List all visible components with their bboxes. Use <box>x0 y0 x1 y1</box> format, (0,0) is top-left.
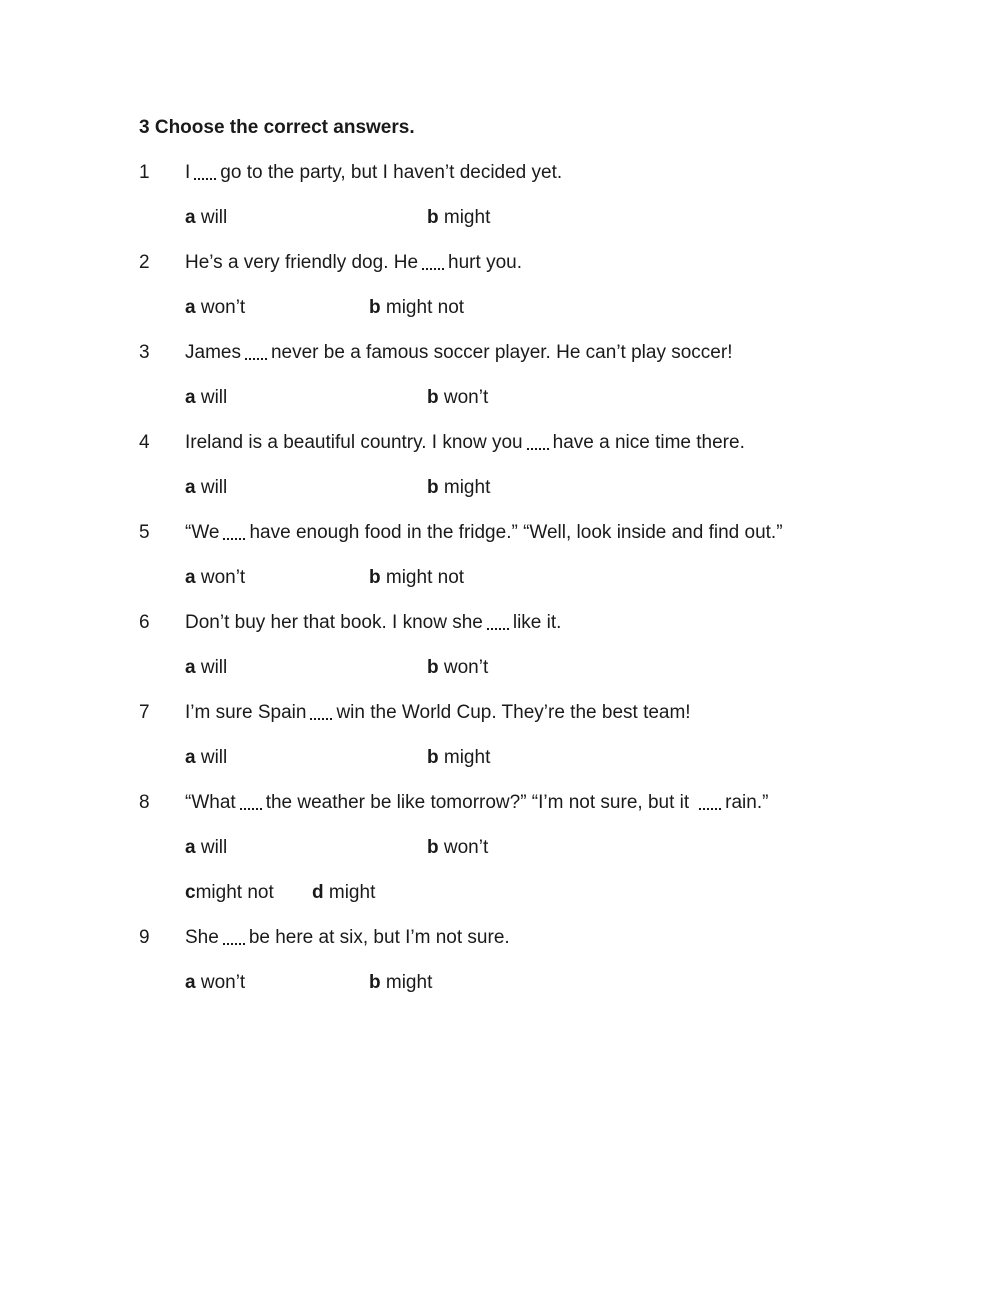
answer-blank[interactable] <box>310 706 332 720</box>
option-text: will <box>195 837 228 858</box>
question-text-part: like it. <box>512 612 562 633</box>
question-text-part: I’m sure Spain <box>185 702 307 723</box>
option-b[interactable] <box>427 747 490 769</box>
option-letter: b <box>427 387 439 408</box>
answer-blank[interactable] <box>422 256 444 270</box>
option-letter: a <box>185 477 196 498</box>
question-number: 5 <box>139 522 150 543</box>
question-text <box>185 702 691 724</box>
option-text: will <box>195 387 228 408</box>
option-letter: a <box>185 207 196 228</box>
option-text: might <box>438 747 491 768</box>
question-text-part: I <box>185 162 191 183</box>
option-b[interactable] <box>427 207 490 229</box>
option-a[interactable] <box>185 747 227 769</box>
question-number: 2 <box>139 252 150 273</box>
option-letter: d <box>312 882 324 903</box>
answer-blank[interactable] <box>223 526 245 540</box>
answer-blank[interactable] <box>487 616 509 630</box>
option-letter: b <box>427 477 439 498</box>
question-number: 3 <box>139 342 150 363</box>
option-letter: a <box>185 837 196 858</box>
option-letter: a <box>185 297 196 318</box>
answer-blank[interactable] <box>245 346 267 360</box>
question-text-part: have a nice time there. <box>552 432 745 453</box>
option-letter: c <box>185 882 196 903</box>
question-text-part: go to the party, but I haven’t decided yet. <box>220 162 563 183</box>
option-text: won’t <box>195 297 246 318</box>
option-text: might not <box>380 297 465 318</box>
question-text <box>185 927 510 949</box>
question-text-part: Don’t buy her that book. I know she <box>185 612 483 633</box>
question-text-part: the weather be like tomorrow?” “I’m not sure, but it <box>265 792 690 813</box>
option-text: won’t <box>195 972 246 993</box>
option-text: might <box>438 477 491 498</box>
question-text-part: “We <box>185 522 220 543</box>
answer-blank[interactable] <box>240 796 262 810</box>
option-text: might not <box>195 882 274 903</box>
option-text: will <box>195 747 228 768</box>
option-text: will <box>195 477 228 498</box>
question-text-part: Ireland is a beautiful country. I know you <box>185 432 523 453</box>
option-letter: a <box>185 747 196 768</box>
option-b[interactable] <box>427 477 490 499</box>
question-number: 8 <box>139 792 150 813</box>
question-text <box>185 252 522 274</box>
question-number: 6 <box>139 612 150 633</box>
option-letter: a <box>185 657 196 678</box>
question-text <box>185 432 745 454</box>
option-b[interactable] <box>369 972 432 994</box>
answer-blank[interactable] <box>527 436 549 450</box>
option-b[interactable] <box>369 567 464 589</box>
option-letter: b <box>369 972 381 993</box>
question-text-part: be here at six, but I’m not sure. <box>248 927 510 948</box>
exercise-title: 3 Choose the correct answers. <box>139 117 415 138</box>
question-text <box>185 792 768 814</box>
option-letter: b <box>369 297 381 318</box>
option-a[interactable] <box>185 657 227 679</box>
option-a[interactable] <box>185 477 227 499</box>
question-text-part: rain.” <box>725 792 769 813</box>
option-a[interactable] <box>185 837 227 859</box>
option-a[interactable] <box>185 297 245 319</box>
option-text: might <box>323 882 376 903</box>
option-letter: b <box>369 567 381 588</box>
option-text: will <box>195 207 228 228</box>
question-text-part: James <box>185 342 241 363</box>
question-text-part: He’s a very friendly dog. He <box>185 252 419 273</box>
question-text-part: “What <box>185 792 236 813</box>
option-letter: a <box>185 972 196 993</box>
question-number: 9 <box>139 927 150 948</box>
option-b[interactable] <box>369 297 464 319</box>
option-text: won’t <box>438 387 489 408</box>
question-number: 4 <box>139 432 150 453</box>
question-text <box>185 522 783 544</box>
question-text-part: have enough food in the fridge.” “Well, look inside and find out.” <box>249 522 783 543</box>
question-text-part: never be a famous soccer player. He can’t play soccer! <box>270 342 733 363</box>
answer-blank[interactable] <box>699 796 721 810</box>
question-text <box>185 612 561 634</box>
answer-blank[interactable] <box>194 166 216 180</box>
option-letter: b <box>427 657 439 678</box>
option-b[interactable] <box>427 387 488 409</box>
option-text: won’t <box>438 657 489 678</box>
answer-blank[interactable] <box>223 931 245 945</box>
option-text: might <box>380 972 433 993</box>
question-text-part: win the World Cup. They’re the best team! <box>336 702 691 723</box>
question-text <box>185 342 732 364</box>
option-a[interactable] <box>185 567 245 589</box>
option-text: might not <box>380 567 465 588</box>
option-text: will <box>195 657 228 678</box>
option-letter: a <box>185 567 196 588</box>
question-text-part: hurt you. <box>448 252 522 273</box>
option-letter: a <box>185 387 196 408</box>
option-letter: b <box>427 837 439 858</box>
question-text-part: She <box>185 927 219 948</box>
option-c[interactable] <box>185 882 274 904</box>
question-text <box>185 162 562 184</box>
question-number: 1 <box>139 162 150 183</box>
option-a[interactable] <box>185 387 227 409</box>
option-a[interactable] <box>185 207 227 229</box>
option-letter: b <box>427 747 439 768</box>
option-b[interactable] <box>427 837 488 859</box>
option-text: might <box>438 207 491 228</box>
option-b[interactable] <box>427 657 488 679</box>
option-a[interactable] <box>185 972 245 994</box>
option-text: won’t <box>438 837 489 858</box>
option-letter: b <box>427 207 439 228</box>
option-text: won’t <box>195 567 246 588</box>
option-d[interactable] <box>312 882 375 904</box>
question-number: 7 <box>139 702 150 723</box>
